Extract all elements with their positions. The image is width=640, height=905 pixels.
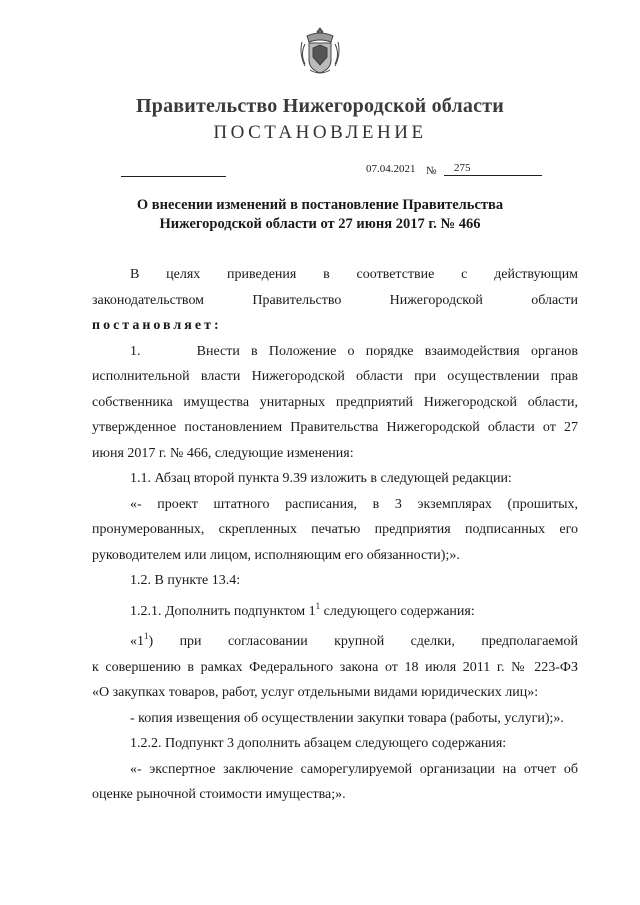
intro-line-2: законодательством Правительство Нижегородской области	[92, 292, 578, 308]
organization-title: Правительство Нижегородской области	[136, 95, 504, 117]
item-1: 1. Внести в Положение о порядке взаимодействия органов исполнительной власти Нижегородской области при осуществлении прав собственника имущества унитарных предприятий Нижегородской области, утвержденное постановлением Правительства Нижегородской области от 27 июня 2017 г. № 466, следующие изменения:	[92, 343, 579, 461]
document-date: 07.04.2021	[366, 163, 416, 175]
decree-word: постановляет:	[92, 318, 222, 333]
item-1-2-2: 1.2.2. Подпункт 3 дополнить абзацем следующего содержания:	[130, 736, 507, 751]
quote-2-line-3: «О закупках товаров, работ, услуг отдельными видами юридических лиц»:	[92, 685, 539, 700]
item-1-2: 1.2. В пункте 13.4:	[130, 573, 241, 588]
item-1-1-quote: «- проект штатного расписания, в 3 экземплярах (прошитых, пронумерованных, скрепленных печатью предприятия подписанных его руководителем или лицом, исполняющим его обязанности);».	[92, 496, 578, 563]
document-number: 275	[444, 162, 542, 176]
quote-2-line-1: «$1^1$) при согласовании крупной сделки, предполагаемой	[130, 631, 579, 649]
document-type: ПОСТАНОВЛЕНИЕ	[213, 122, 427, 143]
quote-2-line-2: к совершению в рамках Федерального закона от 18 июля 2011 г. № 223-ФЗ	[92, 659, 578, 675]
coat-of-arms-emblem	[298, 26, 342, 78]
quote-2-bullet: - копия извещения об осуществлении закупки товара (работы, услуги);».	[130, 710, 564, 726]
document-body	[92, 262, 578, 808]
subject-line-1: О внесении изменений в постановление Правительства	[136, 197, 504, 213]
document-subject	[120, 196, 520, 234]
item-1-1: 1.1. Абзац второй пункта 9.39 изложить в следующей редакции:	[130, 471, 512, 486]
quote-3: «- экспертное заключение саморегулируемой организации на отчет об оценке рыночной стоимости имущества;».	[92, 761, 578, 802]
subject-line-2: Нижегородской области от 27 июня 2017 г. № 466	[159, 216, 481, 232]
intro-line-1: В целях приведения в соответствие с действующим	[130, 267, 579, 282]
number-label: №	[426, 165, 437, 177]
blank-underline	[121, 176, 226, 177]
item-1-2-1: 1.2.1. Дополнить подпунктом $1^1$ следующего содержания:	[130, 600, 475, 619]
